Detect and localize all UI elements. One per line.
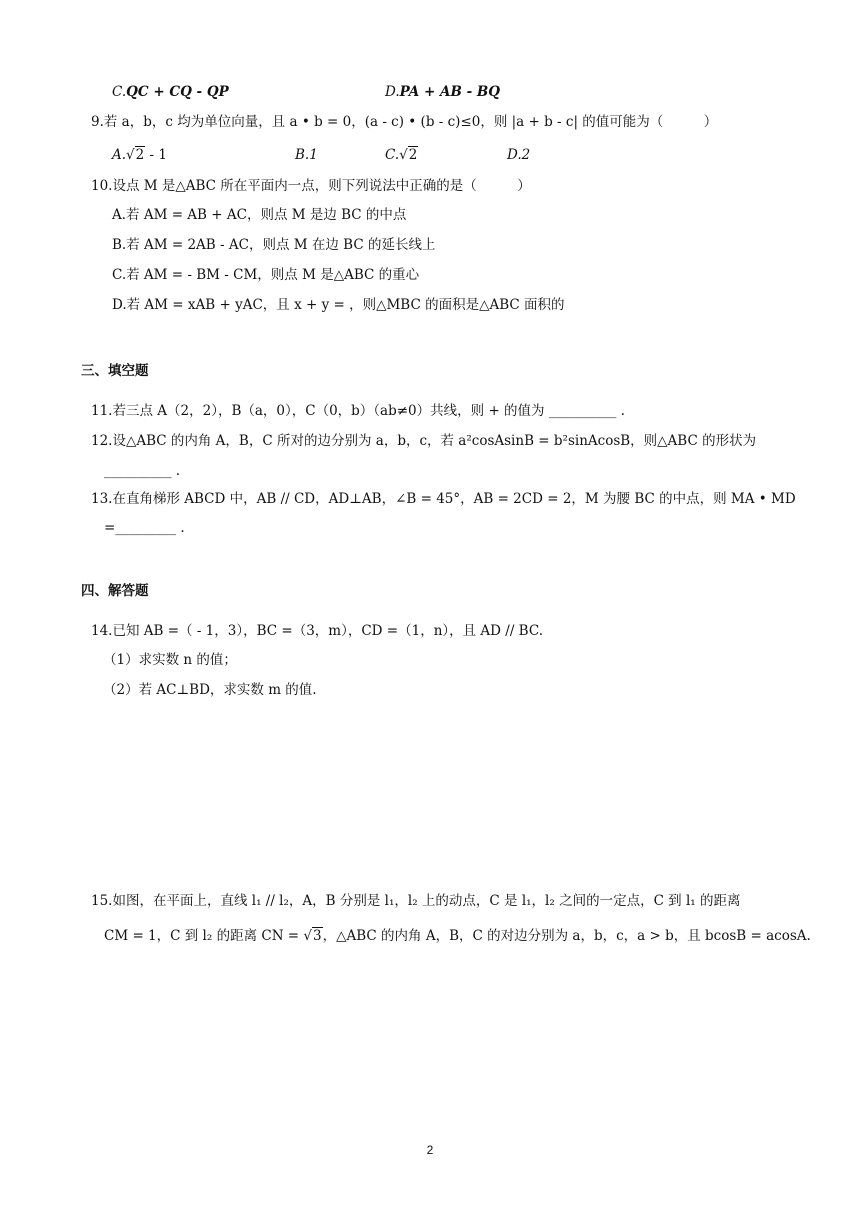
q9-stem: 9.若 a，b，c 均为单位向量，且 a • b = 0，(a - c) • (b - c)≤0，则 |a + b - c| 的值可能为（ ） (91, 114, 718, 130)
q14-part2: （2）若 AC⊥BD，求实数 m 的值. (103, 682, 317, 698)
q15-line2: CM = 1，C 到 l₂ 的距离 CN = √3，△ABC 的内角 A，B，C 的对边分别为 a，b，c，a > b，且 bcosB = acosA. (104, 928, 811, 944)
q9-option-d: D.2 (507, 147, 531, 163)
q14-stem: 14.已知 AB =（ - 1，3），BC =（3，m），CD =（1，n），且 AD // BC. (91, 623, 543, 639)
q10-option-d: D.若 AM = xAB + yAC，且 x + y = ，则△MBC 的面积是△ABC 面积的 (112, 297, 565, 313)
section-heading-solutions: 四、解答题 (81, 583, 149, 599)
q11-text: 11.若三点 A（2，2），B（a，0），C（0，b）（ab≠0）共线，则 + 的值为 __________ . (91, 403, 625, 419)
q14-part1: （1）求实数 n 的值； (103, 652, 237, 668)
q9-option-c: C.√2 (385, 147, 418, 163)
q13-answer-blank: =_________ . (104, 520, 185, 536)
q9-option-a: A.√2 - 1 (112, 147, 167, 163)
q8-option-d: D.PA + AB - BQ (385, 84, 501, 100)
q15-line1: 15.如图，在平面上，直线 l₁ // l₂，A，B 分别是 l₁，l₂ 上的动点，C 是 l₁，l₂ 之间的一定点，C 到 l₁ 的距离 (91, 893, 741, 909)
q13-line1: 13.在直角梯形 ABCD 中，AB // CD，AD⊥AB，∠B = 45°，AB = 2CD = 2，M 为腰 BC 的中点，则 MA • MD (91, 491, 796, 507)
q12-line1: 12.设△ABC 的内角 A，B，C 所对的边分别为 a，b，c，若 a²cosAsinB = b²sinAcosB，则△ABC 的形状为 (91, 433, 757, 449)
q10-option-a: A.若 AM = AB + AC，则点 M 是边 BC 的中点 (112, 207, 407, 223)
q10-option-c: C.若 AM = - BM - CM，则点 M 是△ABC 的重心 (112, 267, 420, 283)
page-number: 2 (426, 1143, 434, 1157)
section-heading-fill-in: 三、填空题 (81, 363, 149, 379)
q8-option-c: C.QC + CQ - QP (112, 84, 229, 100)
q9-option-b: B.1 (295, 147, 318, 163)
q10-option-b: B.若 AM = 2AB - AC，则点 M 在边 BC 的延长线上 (112, 237, 436, 253)
q12-answer-blank: __________ . (104, 463, 181, 479)
q10-stem: 10.设点 M 是△ABC 所在平面内一点，则下列说法中正确的是（ ） (91, 178, 531, 194)
